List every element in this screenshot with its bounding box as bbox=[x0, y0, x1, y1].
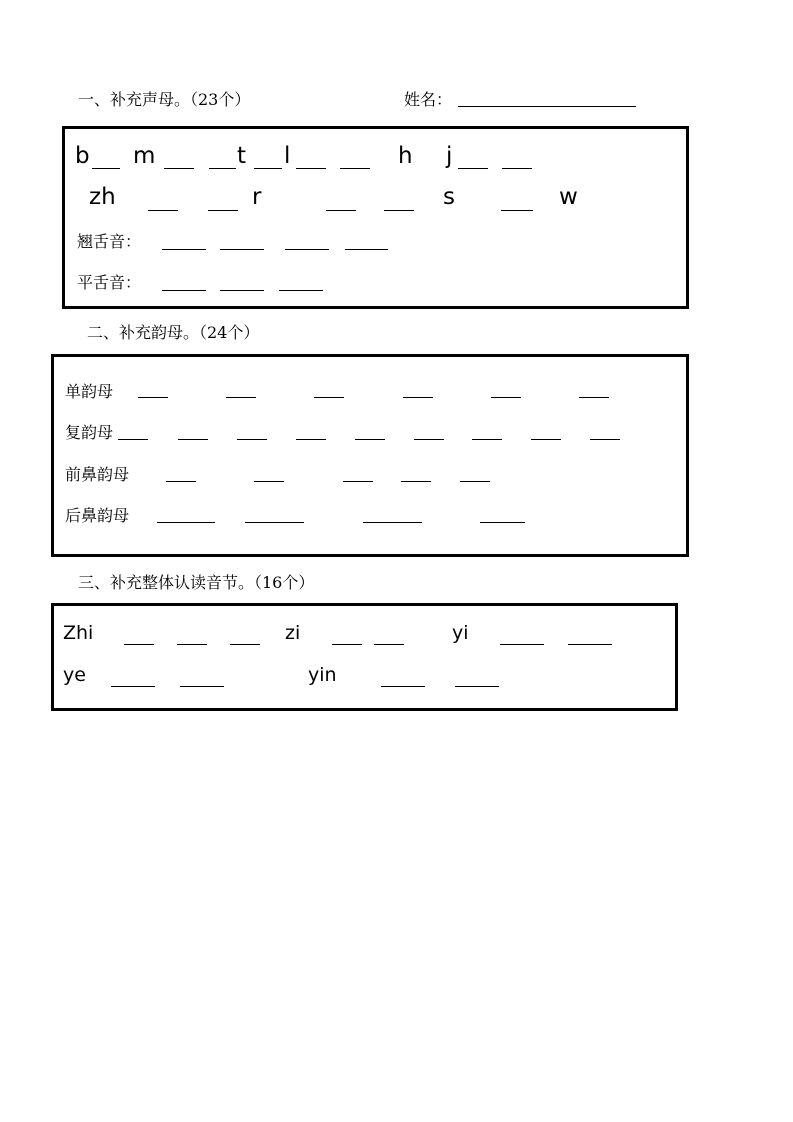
blank[interactable] bbox=[237, 439, 267, 440]
single-finals-label: 单韵母 bbox=[65, 382, 114, 401]
blank[interactable] bbox=[343, 481, 373, 482]
name-blank[interactable] bbox=[458, 106, 636, 107]
blank[interactable] bbox=[363, 522, 422, 523]
initial-h: h bbox=[398, 143, 413, 169]
blank[interactable] bbox=[345, 249, 388, 250]
syllables-box bbox=[51, 603, 678, 711]
blank[interactable] bbox=[178, 439, 208, 440]
blank[interactable] bbox=[296, 439, 326, 440]
flat-tongue-label: 平舌音： bbox=[77, 273, 142, 292]
finals-box bbox=[51, 354, 689, 557]
blank[interactable] bbox=[279, 290, 323, 291]
initial-w: w bbox=[559, 184, 578, 210]
syllable-zhi: Zhi bbox=[63, 622, 94, 644]
blank[interactable] bbox=[220, 290, 264, 291]
initials-box bbox=[62, 126, 689, 309]
blank[interactable] bbox=[355, 439, 385, 440]
blank[interactable] bbox=[326, 210, 356, 211]
blank[interactable] bbox=[254, 168, 282, 169]
retroflex-label: 翘舌音： bbox=[77, 232, 142, 251]
blank[interactable] bbox=[332, 644, 362, 645]
blank[interactable] bbox=[162, 249, 206, 250]
blank[interactable] bbox=[245, 522, 304, 523]
section3-heading: 三、补充整体认读音节。（16个） bbox=[78, 573, 315, 592]
syllable-yi: yi bbox=[452, 622, 469, 644]
blank[interactable] bbox=[180, 686, 224, 687]
blank[interactable] bbox=[254, 481, 284, 482]
blank[interactable] bbox=[579, 397, 609, 398]
blank[interactable] bbox=[403, 397, 433, 398]
blank[interactable] bbox=[502, 168, 532, 169]
blank[interactable] bbox=[226, 397, 256, 398]
compound-finals-label: 复韵母 bbox=[65, 423, 114, 442]
blank[interactable] bbox=[208, 210, 238, 211]
blank[interactable] bbox=[162, 290, 206, 291]
blank[interactable] bbox=[458, 168, 488, 169]
blank[interactable] bbox=[285, 249, 329, 250]
blank[interactable] bbox=[340, 168, 370, 169]
blank[interactable] bbox=[124, 644, 154, 645]
blank[interactable] bbox=[296, 168, 326, 169]
blank[interactable] bbox=[501, 210, 533, 211]
blank[interactable] bbox=[500, 644, 544, 645]
blank[interactable] bbox=[455, 686, 499, 687]
blank[interactable] bbox=[157, 522, 215, 523]
blank[interactable] bbox=[374, 644, 404, 645]
blank[interactable] bbox=[209, 168, 236, 169]
blank[interactable] bbox=[92, 168, 120, 169]
initial-l: l bbox=[284, 143, 291, 169]
blank[interactable] bbox=[480, 522, 525, 523]
blank[interactable] bbox=[460, 481, 490, 482]
blank[interactable] bbox=[590, 439, 620, 440]
blank[interactable] bbox=[138, 397, 168, 398]
blank[interactable] bbox=[384, 210, 414, 211]
blank[interactable] bbox=[230, 644, 260, 645]
section1-heading: 一、补充声母。（23个） bbox=[78, 90, 251, 109]
blank[interactable] bbox=[568, 644, 612, 645]
initial-j: j bbox=[446, 143, 453, 169]
initial-r: r bbox=[252, 184, 262, 210]
blank[interactable] bbox=[472, 439, 502, 440]
blank[interactable] bbox=[220, 249, 264, 250]
blank[interactable] bbox=[111, 686, 155, 687]
blank[interactable] bbox=[164, 168, 194, 169]
blank[interactable] bbox=[166, 481, 196, 482]
blank[interactable] bbox=[148, 210, 178, 211]
initial-s: s bbox=[443, 184, 455, 210]
back-nasal-finals-label: 后鼻韵母 bbox=[65, 506, 130, 525]
blank[interactable] bbox=[381, 686, 425, 687]
initial-zh: zh bbox=[89, 184, 116, 210]
syllable-ye: ye bbox=[63, 664, 86, 686]
initial-m: m bbox=[133, 143, 156, 169]
initial-b: b bbox=[75, 143, 90, 169]
blank[interactable] bbox=[314, 397, 344, 398]
section2-heading: 二、补充韵母。（24个） bbox=[87, 323, 260, 342]
name-label: 姓名： bbox=[404, 90, 453, 109]
blank[interactable] bbox=[401, 481, 431, 482]
syllable-zi: zi bbox=[285, 622, 301, 644]
blank[interactable] bbox=[491, 397, 521, 398]
initial-t: t bbox=[237, 143, 247, 169]
blank[interactable] bbox=[118, 439, 148, 440]
syllable-yin: yin bbox=[308, 664, 337, 686]
blank[interactable] bbox=[177, 644, 207, 645]
front-nasal-finals-label: 前鼻韵母 bbox=[65, 465, 130, 484]
blank[interactable] bbox=[414, 439, 444, 440]
blank[interactable] bbox=[531, 439, 561, 440]
